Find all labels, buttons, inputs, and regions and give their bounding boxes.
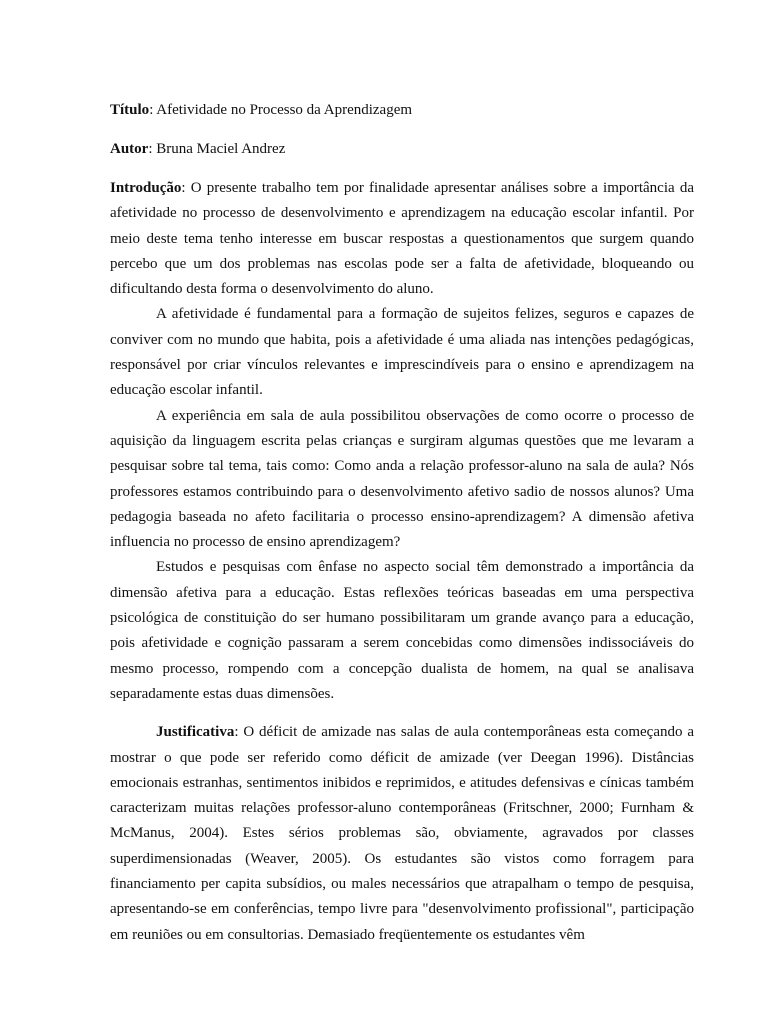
paragraph-studies: Estudos e pesquisas com ênfase no aspecto social têm demonstrado a importância da dimensão afetiva para a educação. Estas reflexões teóricas baseadas em uma perspectiva psicológica de constituição do ser humano possibilitaram um grande avanço para a educação, pois afetividade e cognição passaram a serem concebidas como dimensões indissociáveis do mesmo processo, rompendo com a concepção dualista de homem, na qual se analisava separadamente estas duas dimensões. [110,559,694,702]
section-gap [110,707,694,720]
author-line [110,137,694,162]
justification-text: : O déficit de amizade nas salas de aula contemporâneas esta começando a mostrar o que pode ser referido como déficit de amizade (ver Deegan 1996). Distâncias emocionais estranhas, sentimentos inibidos e reprimidos, e atitudes defensivas e cínicas também caracterizam muitas relações professor-aluno contemporâneas (Fritschner, 2000; Furnham & McManus, 2004). Estes sérios problemas são, obviamente, agravados por classes superdimensionadas (Weaver, 2005). Os estudantes são vistos como forragem para financiamento per capita subsídios, ou males necessários que atrapalham o tempo de pesquisa, apresentando-se em conferências, tempo livre para "desenvolvimento profissional", participação em reuniões ou em consultorias. Demasiado freqüentemente os estudantes vêm [110,724,694,943]
justification-label: Justificativa [156,724,235,741]
introduction-text: : O presente trabalho tem por finalidade apresentar análises sobre a importância da afetividade no processo de desenvolvimento e aprendizagem na educação escolar infantil. Por meio deste tema tenho interesse em buscar respostas a questionamentos que surgem quando percebo que um dos problemas nas escolas pode ser a falta de afetividade, bloqueando ou dificultando desta forma o desenvolvimento do aluno. [110,180,694,298]
justification-paragraph [110,720,694,948]
author-label: Autor [110,141,149,157]
paragraph-experience: A experiência em sala de aula possibilitou observações de como ocorre o processo de aquisição da linguagem escrita pelas crianças e surgiram algumas questões que me levaram a pesquisar sobre tal tema, tais como: Como anda a relação professor-aluno na sala de aula? Nós professores estamos contribuindo para o desenvolvimento afetivo sadio de nossos alunos? Uma pedagogia baseada no afeto facilitaria o processo ensino-aprendizagem? A dimensão afetiva influencia no processo de ensino aprendizagem? [110,407,694,551]
paragraph-affectivity: A afetividade é fundamental para a formação de sujeitos felizes, seguros e capazes de conviver com no mundo que habita, pois a afetividade é uma aliada nas intenções pedagógicas, responsável por criar vínculos relevantes e imprescindíveis para o ensino e aprendizagem na educação escolar infantil. [110,306,694,399]
title-value: : Afetividade no Processo da Aprendizagem [149,102,413,118]
introduction-paragraph [110,176,694,302]
title-label: Título [110,102,150,118]
title-line [110,98,694,123]
author-value: : Bruna Maciel Andrez [148,141,286,157]
introduction-label: Introdução [110,180,182,196]
document-page [110,98,694,948]
